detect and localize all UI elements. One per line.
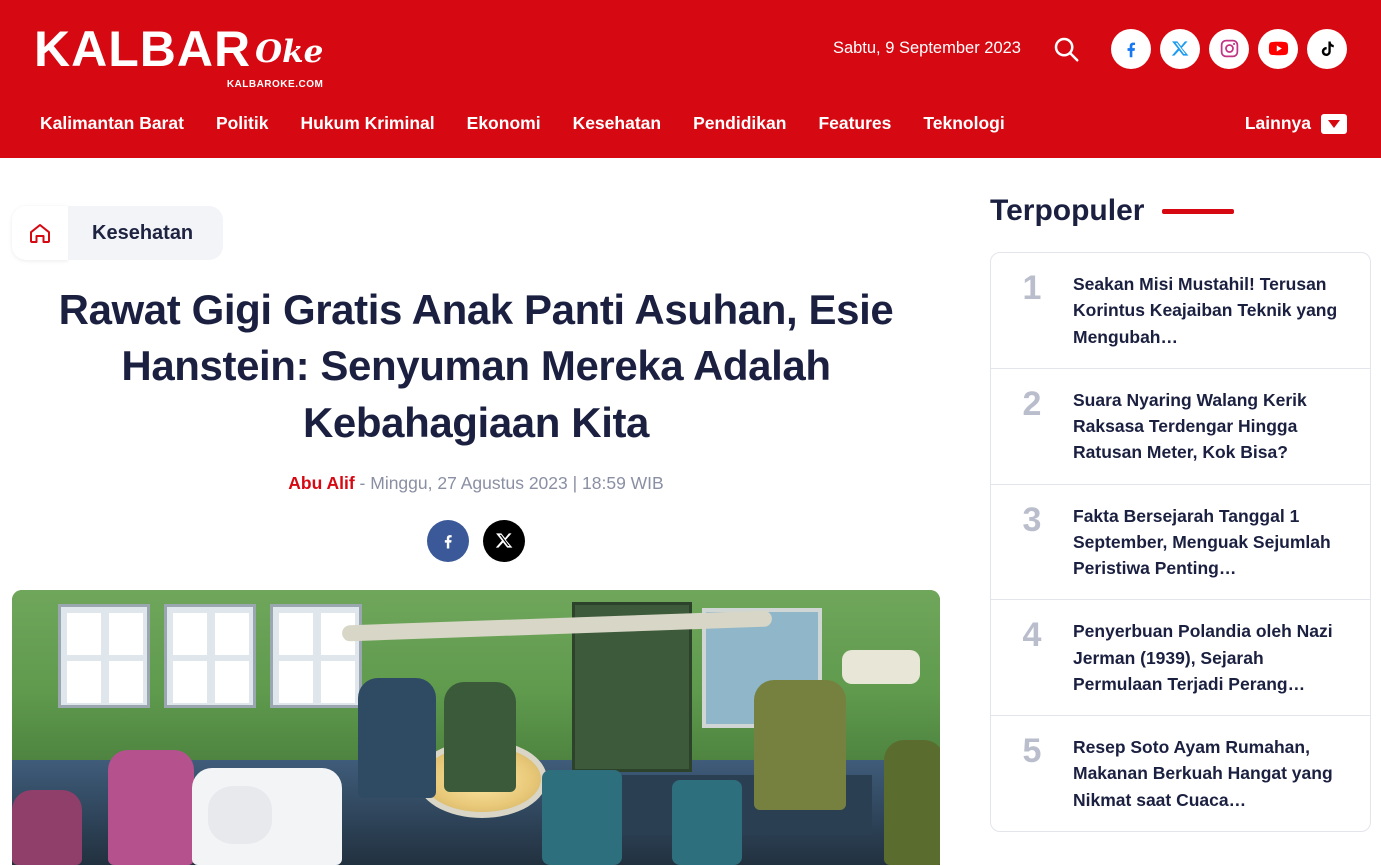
popular-list (990, 252, 1371, 832)
nav-more-button[interactable] (1245, 113, 1357, 134)
header-top-bar (0, 0, 1381, 97)
site-header (0, 0, 1381, 158)
list-item-title: Suara Nyaring Walang Kerik Raksasa Terdengar Hingga Ratusan Meter, Kok Bisa? (1073, 389, 1307, 463)
nav-item-features[interactable]: Features (818, 113, 892, 133)
list-item-title: Resep Soto Ayam Rumahan, Makanan Berkuah Hangat yang Nikmat saat Cuaca… (1073, 737, 1333, 810)
list-item-rank: 5 (1022, 732, 1042, 770)
nav-item-pendidikan[interactable]: Pendidikan (693, 113, 787, 133)
logo-main-text: KALBAR (34, 20, 252, 77)
sidebar-heading-row (990, 194, 1360, 228)
nav-item-politik[interactable]: Politik (215, 113, 269, 133)
instagram-icon[interactable] (1209, 29, 1249, 69)
nav-item-teknologi[interactable]: Teknologi (923, 113, 1005, 133)
tiktok-icon[interactable] (1307, 29, 1347, 69)
social-links (1111, 29, 1347, 69)
list-item-rank: 1 (1022, 269, 1042, 307)
main-navigation (0, 97, 1381, 158)
list-item[interactable] (991, 716, 1370, 831)
list-item-title: Penyerbuan Polandia oleh Nazi Jerman (1939), Sejarah Permulaan Terjadi Perang… (1073, 621, 1333, 694)
nav-item-ekonomi[interactable]: Ekonomi (466, 113, 541, 133)
list-item-rank: 4 (1022, 616, 1042, 655)
breadcrumb (12, 206, 940, 260)
sidebar-title: Terpopuler (990, 194, 1145, 227)
page-title: Rawat Gigi Gratis Anak Panti Asuhan, Esie Hanstein: Senyuman Mereka Adalah Kebahagiaan Kita (58, 286, 894, 446)
list-item[interactable] (991, 369, 1370, 485)
search-icon[interactable] (1049, 32, 1083, 66)
list-item[interactable] (991, 253, 1370, 369)
home-icon[interactable] (12, 206, 68, 260)
x-twitter-icon[interactable] (1160, 29, 1200, 69)
chevron-down-icon (1321, 114, 1347, 134)
list-item-rank: 2 (1022, 384, 1042, 423)
list-item-rank: 3 (1022, 500, 1042, 539)
nav-item-hukum-kriminal[interactable]: Hukum Kriminal (300, 113, 435, 133)
logo-script-text: Oke (255, 33, 324, 70)
sidebar-popular (940, 158, 1360, 866)
list-item-title: Seakan Misi Mustahil! Terusan Korintus Keajaiban Teknik yang Mengubah… (1073, 274, 1338, 347)
byline (12, 473, 940, 494)
share-buttons (12, 520, 940, 562)
page-body (0, 158, 1381, 866)
breadcrumb-category[interactable]: Kesehatan (68, 206, 223, 260)
facebook-icon[interactable] (1111, 29, 1151, 69)
article-author[interactable]: Abu Alif (288, 472, 355, 493)
share-x-button[interactable] (483, 520, 525, 562)
share-facebook-button[interactable] (427, 520, 469, 562)
nav-item-kesehatan[interactable]: Kesehatan (572, 113, 662, 133)
current-date: Sabtu, 9 September 2023 (832, 39, 1021, 57)
article-hero-image (12, 590, 940, 865)
site-logo[interactable] (34, 20, 324, 90)
list-item[interactable] (991, 600, 1370, 716)
header-right-group (833, 29, 1347, 69)
article-timestamp: - Minggu, 27 Agustus 2023 | 18:59 WIB (359, 472, 664, 493)
list-item[interactable] (991, 485, 1370, 601)
nav-more-label: Lainnya (1244, 113, 1311, 133)
article-column (0, 158, 940, 866)
youtube-icon[interactable] (1258, 29, 1298, 69)
logo-domain-text: KALBAROKE.COM (226, 78, 324, 90)
nav-item-kalimantan-barat[interactable]: Kalimantan Barat (40, 113, 184, 133)
sidebar-title-rule (1162, 209, 1234, 214)
list-item-title: Fakta Bersejarah Tanggal 1 September, Menguak Sejumlah Peristiwa Penting… (1073, 505, 1331, 578)
